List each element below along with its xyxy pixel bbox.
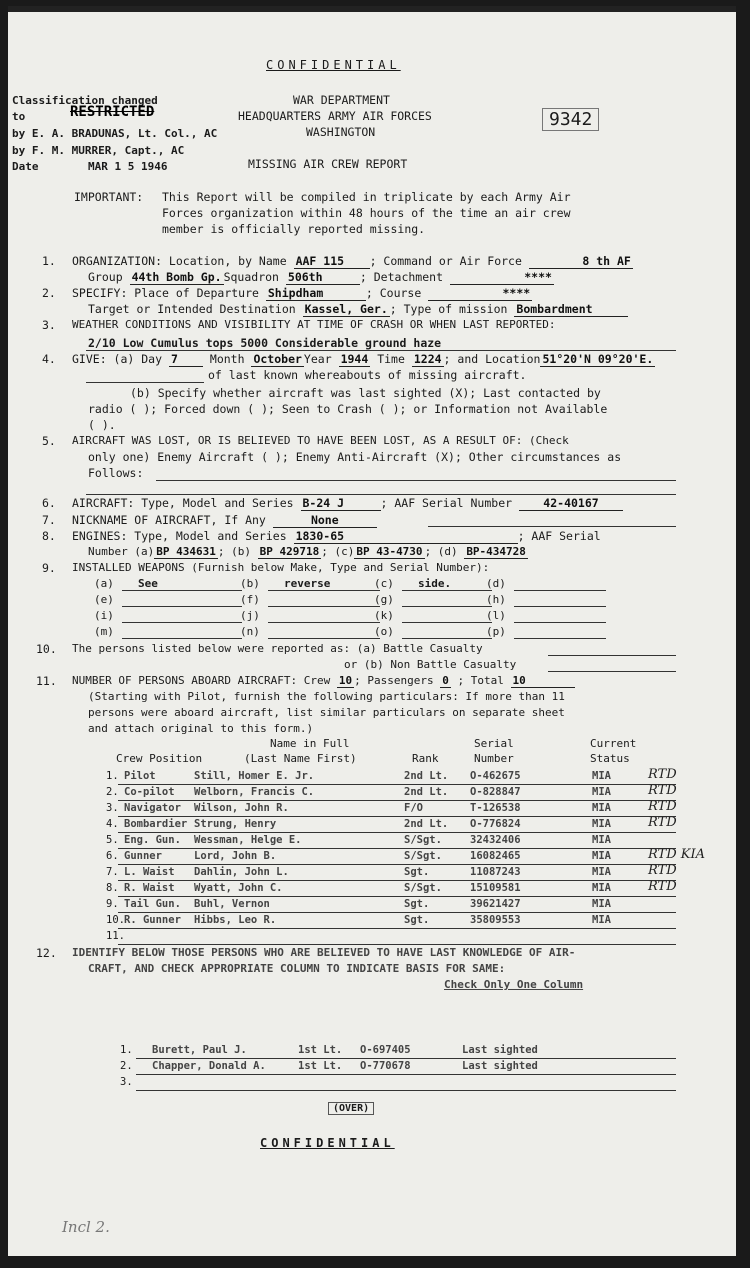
crew-row-name: Dahlin, John L. xyxy=(194,866,289,878)
crew-row-line xyxy=(118,912,676,913)
weapon-slot-line xyxy=(122,590,242,591)
crew-row-status: MIA xyxy=(592,786,611,798)
s1-group: 44th Bomb Gp. xyxy=(131,270,222,284)
s9-num: 9. xyxy=(42,561,56,575)
crew-row-serial: 15109581 xyxy=(470,882,521,894)
weapon-slot-label: (p) xyxy=(486,625,506,638)
crew-row-name: Wyatt, John C. xyxy=(194,882,283,894)
crew-header-status-1: Current xyxy=(590,737,637,750)
weapon-slot-line xyxy=(268,606,380,607)
crew-row-num: 7. xyxy=(106,866,119,878)
s10-line-a xyxy=(548,655,676,656)
s5-line-3: Follows: xyxy=(88,466,144,480)
s5-line-1: AIRCRAFT WAS LOST, OR IS BELIEVED TO HAVE BEEN LOST, AS A RESULT OF: (Check xyxy=(72,434,569,447)
crew-row-position: Co-pilot xyxy=(124,786,175,798)
crew-row-status: MIA xyxy=(592,866,611,878)
crew-row-line xyxy=(118,784,676,785)
s12-row-line xyxy=(136,1090,676,1091)
s6-type: B-24 J xyxy=(301,496,381,511)
s12-row-num: 1. xyxy=(120,1044,133,1056)
crew-row-status: MIA xyxy=(592,770,611,782)
crew-row-line xyxy=(118,944,676,945)
crew-row-name: Still, Homer E. Jr. xyxy=(194,770,315,782)
crew-row-rank: Sgt. xyxy=(404,914,430,926)
s12-row-serial: O-770678 xyxy=(360,1060,411,1072)
classification-date: MAR 1 5 1946 xyxy=(88,160,168,173)
s12-num: 12. xyxy=(36,946,57,960)
s6-aircraft-line: AIRCRAFT: Type, Model and Series B-24 J ; AAF Serial Number 42-40167 xyxy=(72,496,623,511)
s4-date-line: GIVE: (a) Day 7 Month October Year 1944 Time 1224 ; and Location 51°20'N 09°20'E. xyxy=(72,352,654,366)
crew-row-name: Wilson, John R. xyxy=(194,802,289,814)
weapon-slot-line xyxy=(122,622,242,623)
confidential-top: CONFIDENTIAL xyxy=(266,58,401,72)
crew-row-line xyxy=(118,864,676,865)
s3-weather: 2/10 Low Cumulus tops 5000 Considerable ground haze xyxy=(88,336,442,350)
s12-row-basis: Last sighted xyxy=(462,1060,538,1072)
weapon-slot-label: (i) xyxy=(94,609,114,622)
crew-row-line xyxy=(118,880,676,881)
important-line-2: Forces organization within 48 hours of the time an air crew xyxy=(162,206,571,220)
s10-line-2: or (b) Non Battle Casualty xyxy=(344,658,517,671)
s7-nickname-line: NICKNAME OF AIRCRAFT, If Any None xyxy=(72,513,377,528)
crew-row-rank: S/Sgt. xyxy=(404,850,442,862)
s3-weather-label: WEATHER CONDITIONS AND VISIBILITY AT TIME OF CRASH OR WHEN LAST REPORTED: xyxy=(72,318,556,331)
crew-row-handwritten-note: RTD xyxy=(648,783,677,798)
weapon-slot-value: See xyxy=(138,577,158,590)
classification-date-label: Date xyxy=(12,160,39,173)
s5-line-2: only one) Enemy Aircraft ( ); Enemy Anti-Aircraft (X); Other circumstances as xyxy=(88,450,622,464)
crew-row-rank: 2nd Lt. xyxy=(404,786,449,798)
crew-row-name: Lord, John B. xyxy=(194,850,277,862)
weapon-slot-label: (k) xyxy=(374,609,394,622)
crew-row-num: 10. xyxy=(106,914,125,926)
crew-row-num: 5. xyxy=(106,834,119,846)
crew-row-handwritten-note: RTD xyxy=(648,799,677,814)
crew-row-position: Eng. Gun. xyxy=(124,834,181,846)
s8-engine-3: BP 43-4730 xyxy=(356,545,423,558)
s10-num: 10. xyxy=(36,642,57,656)
crew-row-rank: Sgt. xyxy=(404,866,430,878)
weapon-slot-line xyxy=(514,590,606,591)
s5-line-a xyxy=(156,480,676,481)
s4-radio: radio ( ); Forced down ( ); Seen to Crash ( ); or Information not Available xyxy=(88,402,608,416)
crew-row-serial: O-776824 xyxy=(470,818,521,830)
weapon-slot-line xyxy=(268,638,380,639)
weapon-slot-line xyxy=(514,606,606,607)
footer-incl-note: Incl 2. xyxy=(62,1218,110,1236)
crew-row-name: Buhl, Vernon xyxy=(194,898,270,910)
s11-instr-1: (Starting with Pilot, furnish the following particulars: If more than 11 xyxy=(88,690,565,703)
s2-departure: Shipdham xyxy=(266,286,366,301)
s4-month: October xyxy=(253,352,302,366)
crew-row-rank: 2nd Lt. xyxy=(404,818,449,830)
s6-serial: 42-40167 xyxy=(519,496,623,511)
s4-year: 1944 xyxy=(340,352,369,366)
s8-engine: 1830-65 xyxy=(294,529,518,544)
crew-row-status: MIA xyxy=(592,898,611,910)
weapon-slot-label: (e) xyxy=(94,593,114,606)
s7-line-ext xyxy=(428,526,676,527)
weapon-slot-label: (j) xyxy=(240,609,260,622)
s2-num: 2. xyxy=(42,286,56,300)
s10-line-b xyxy=(548,671,676,672)
s3-num: 3. xyxy=(42,318,56,332)
scan-edge xyxy=(8,6,736,12)
crew-row-num: 3. xyxy=(106,802,119,814)
crew-row-status: MIA xyxy=(592,818,611,830)
crew-row-num: 6. xyxy=(106,850,119,862)
report-title: MISSING AIR CREW REPORT xyxy=(248,157,408,171)
weapon-slot-line xyxy=(514,622,606,623)
crew-row-rank: S/Sgt. xyxy=(404,834,442,846)
crew-row-line xyxy=(118,800,676,801)
s4-num: 4. xyxy=(42,352,56,366)
s12-row-line xyxy=(136,1074,676,1075)
crew-row-status: MIA xyxy=(592,914,611,926)
classification-by-1: by E. A. BRADUNAS, Lt. Col., AC xyxy=(12,127,218,140)
s12-row-serial: O-697405 xyxy=(360,1044,411,1056)
weapon-slot-label: (n) xyxy=(240,625,260,638)
crew-row-status: MIA xyxy=(592,882,611,894)
s7-nickname: None xyxy=(273,513,377,528)
s8-engine-4: BP-434728 xyxy=(466,545,526,558)
crew-row-name: Wessman, Helge E. xyxy=(194,834,302,846)
over-mark: (OVER) xyxy=(328,1102,374,1115)
s6-num: 6. xyxy=(42,496,56,510)
crew-row-serial: 35809553 xyxy=(470,914,521,926)
s11-instr-3: and attach original to this form.) xyxy=(88,722,314,735)
weapon-slot-label: (g) xyxy=(374,593,394,606)
s12-row-rank: 1st Lt. xyxy=(298,1060,343,1072)
s2-target: Kassel, Ger. xyxy=(304,302,388,316)
crew-row-position: Tail Gun. xyxy=(124,898,181,910)
s8-numbers-line: Number (a) BP 434631 ; (b) BP 429718 ; (c) BP 43-4730 ; (d) BP-434728 xyxy=(88,545,526,558)
crew-header-name-1: Name in Full xyxy=(270,737,350,750)
weapon-slot-line xyxy=(268,590,380,591)
crew-row-handwritten-note: RTD xyxy=(648,767,677,782)
crew-row-num: 1. xyxy=(106,770,119,782)
crew-row-num: 11. xyxy=(106,930,125,942)
s12-row-name: Burett, Paul J. xyxy=(152,1044,247,1056)
crew-row-position: Gunner xyxy=(124,850,162,862)
s5-num: 5. xyxy=(42,434,56,448)
s1-num: 1. xyxy=(42,254,56,268)
weapon-slot-label: (d) xyxy=(486,577,506,590)
s12-row-num: 2. xyxy=(120,1060,133,1072)
s8-engine-1: BP 434631 xyxy=(156,545,216,558)
crew-row-name: Strung, Henry xyxy=(194,818,277,830)
important-line-3: member is officially reported missing. xyxy=(162,222,426,236)
s12-row-line xyxy=(136,1058,676,1059)
weapon-slot-label: (f) xyxy=(240,593,260,606)
weapon-slot-line xyxy=(122,606,242,607)
report-number: 9342 xyxy=(542,108,599,131)
s12-row-name: Chapper, Donald A. xyxy=(152,1060,266,1072)
crew-row-num: 8. xyxy=(106,882,119,894)
weapon-slot-value: side. xyxy=(418,577,452,590)
header-washington: WASHINGTON xyxy=(306,125,376,139)
classification-by-2: by F. M. MURRER, Capt., AC xyxy=(12,144,185,157)
important-line-1: This Report will be compiled in triplicate by each Army Air xyxy=(162,190,571,204)
classification-changed: Classification changed xyxy=(12,94,158,107)
s2-mission: Bombardment xyxy=(514,302,628,317)
s11-count-line: NUMBER OF PERSONS ABOARD AIRCRAFT: Crew 10 ; Passengers 0 ; Total 10 xyxy=(72,674,575,688)
crew-row-num: 9. xyxy=(106,898,119,910)
crew-header-serial-1: Serial xyxy=(474,737,514,750)
crew-row-handwritten-note: RTD xyxy=(648,815,677,830)
crew-row-position: Navigator xyxy=(124,802,181,814)
s12-row-basis: Last sighted xyxy=(462,1044,538,1056)
weapon-slot-line xyxy=(402,638,492,639)
s12-line-2: CRAFT, AND CHECK APPROPRIATE COLUMN TO INDICATE BASIS FOR SAME: xyxy=(88,962,506,975)
s4-location: 51°20'N 09°20'E. xyxy=(542,352,654,366)
crew-row-handwritten-note: RTD KIA xyxy=(648,847,706,862)
crew-row-position: R. Waist xyxy=(124,882,175,894)
restricted-stamp: RESTRICTED xyxy=(70,104,155,120)
s4-day: 7 xyxy=(169,352,203,367)
crew-row-status: MIA xyxy=(592,850,611,862)
crew-row-position: Bombardier xyxy=(124,818,188,830)
s1-squadron: 506th xyxy=(286,270,360,285)
crew-row-handwritten-note: RTD xyxy=(648,879,677,894)
crew-row-rank: 2nd Lt. xyxy=(404,770,449,782)
classification-to: to xyxy=(12,110,26,123)
weapon-slot-label: (a) xyxy=(94,577,114,590)
crew-row-position: R. Gunner xyxy=(124,914,181,926)
crew-row-name: Hibbs, Leo R. xyxy=(194,914,277,926)
weapon-slot-value: reverse xyxy=(284,577,331,590)
s12-line-1: IDENTIFY BELOW THOSE PERSONS WHO ARE BELIEVED TO HAVE LAST KNOWLEDGE OF AIR- xyxy=(72,946,576,959)
crew-row-name: Welborn, Francis C. xyxy=(194,786,315,798)
header-hq: HEADQUARTERS ARMY AIR FORCES xyxy=(238,109,432,123)
crew-row-status: MIA xyxy=(592,834,611,846)
s1-group-line: Group 44th Bomb Gp. Squadron 506th ; Detachment **** xyxy=(88,270,552,284)
crew-row-serial: O-462675 xyxy=(470,770,521,782)
crew-row-line xyxy=(118,896,676,897)
weapon-slot-label: (h) xyxy=(486,593,506,606)
s9-weapons-label: INSTALLED WEAPONS (Furnish below Make, Type and Serial Number): xyxy=(72,561,490,574)
s1-command: 8 th AF xyxy=(529,254,633,269)
crew-header-name-2: (Last Name First) xyxy=(244,752,357,765)
s12-check-one: Check Only One Column xyxy=(444,978,584,991)
crew-header-rank: Rank xyxy=(412,752,439,765)
s8-engine-line: ENGINES: Type, Model and Series 1830-65 ; AAF Serial xyxy=(72,529,601,543)
crew-row-serial: T-126538 xyxy=(470,802,521,814)
s4-not-available: ( ). xyxy=(88,418,116,432)
crew-row-rank: S/Sgt. xyxy=(404,882,442,894)
s1-detachment: **** xyxy=(450,270,554,285)
s1-location: AAF 115 xyxy=(294,254,370,269)
s11-num: 11. xyxy=(36,674,57,688)
weapon-slot-line xyxy=(402,606,492,607)
s11-instr-2: persons were aboard aircraft, list similar particulars on separate sheet xyxy=(88,706,565,719)
crew-row-line xyxy=(118,848,676,849)
header-war-department: WAR DEPARTMENT xyxy=(293,93,390,107)
crew-header-status-2: Status xyxy=(590,752,630,765)
crew-row-serial: 32432406 xyxy=(470,834,521,846)
crew-row-line xyxy=(118,816,676,817)
crew-row-position: Pilot xyxy=(124,770,156,782)
s11-passengers: 0 xyxy=(442,674,449,687)
crew-row-rank: F/O xyxy=(404,802,423,814)
crew-row-serial: O-828847 xyxy=(470,786,521,798)
s8-engine-2: BP 429718 xyxy=(259,545,320,558)
crew-row-status: MIA xyxy=(592,802,611,814)
s4-specify: (b) Specify whether aircraft was last sighted (X); Last contacted by xyxy=(130,386,601,400)
weapon-slot-line xyxy=(268,622,380,623)
s2-course: **** xyxy=(428,286,532,301)
s2-target-line: Target or Intended Destination Kassel, Ger. ; Type of mission Bombardment xyxy=(88,302,628,317)
s2-departure-line: SPECIFY: Place of Departure Shipdham ; Course **** xyxy=(72,286,531,300)
s10-line-1: The persons listed below were reported as: (a) Battle Casualty xyxy=(72,642,483,655)
crew-row-num: 4. xyxy=(106,818,119,830)
s3-weather-line xyxy=(86,350,676,351)
s8-num: 8. xyxy=(42,529,56,543)
crew-row-num: 2. xyxy=(106,786,119,798)
crew-row-handwritten-note: RTD xyxy=(648,863,677,878)
s11-crew: 10 xyxy=(338,674,353,687)
s11-total: 10 xyxy=(511,674,575,688)
crew-row-rank: Sgt. xyxy=(404,898,430,910)
crew-row-line xyxy=(118,928,676,929)
weapon-slot-label: (m) xyxy=(94,625,114,638)
s12-row-num: 3. xyxy=(120,1076,133,1088)
s4-time: 1224 xyxy=(413,352,442,366)
crew-row-serial: 16082465 xyxy=(470,850,521,862)
s7-num: 7. xyxy=(42,513,56,527)
weapon-slot-line xyxy=(122,638,242,639)
s12-row-rank: 1st Lt. xyxy=(298,1044,343,1056)
confidential-bottom: CONFIDENTIAL xyxy=(260,1136,395,1150)
weapon-slot-label: (o) xyxy=(374,625,394,638)
crew-row-serial: 11087243 xyxy=(470,866,521,878)
weapon-slot-label: (b) xyxy=(240,577,260,590)
s4-loc-line xyxy=(86,382,204,383)
important-label: IMPORTANT: xyxy=(74,190,144,204)
crew-row-serial: 39621427 xyxy=(470,898,521,910)
crew-header-position: Crew Position xyxy=(116,752,203,765)
weapon-slot-label: (c) xyxy=(374,577,394,590)
crew-row-position: L. Waist xyxy=(124,866,175,878)
document-page xyxy=(8,6,736,1256)
weapon-slot-line xyxy=(514,638,606,639)
weapon-slot-line xyxy=(402,590,492,591)
s4-whereabouts: of last known whereabouts of missing aircraft. xyxy=(208,368,527,382)
crew-row-line xyxy=(118,832,676,833)
weapon-slot-line xyxy=(402,622,492,623)
weapon-slot-label: (l) xyxy=(486,609,506,622)
s5-line-b xyxy=(86,494,676,495)
s1-organization: ORGANIZATION: Location, by Name AAF 115 ; Command or Air Force 8 th AF xyxy=(72,254,631,268)
crew-header-serial-2: Number xyxy=(474,752,514,765)
